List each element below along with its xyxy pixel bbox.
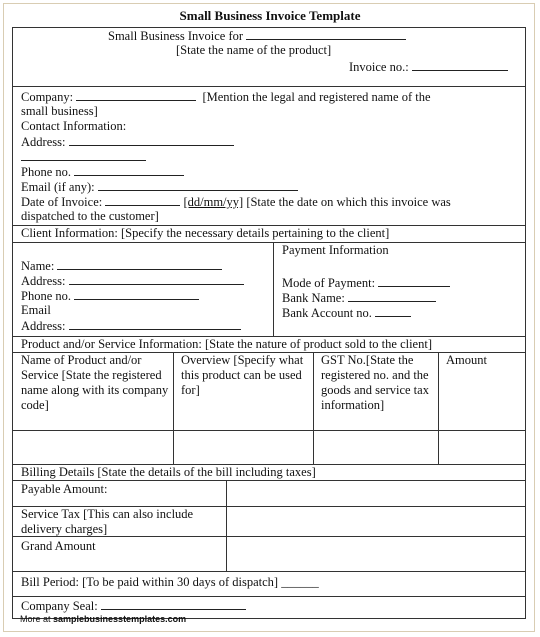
client-address2-row	[21, 318, 241, 334]
company-field[interactable]	[76, 89, 196, 101]
rule	[12, 596, 526, 597]
client-name-row	[21, 258, 222, 274]
phone-label: Phone no.	[21, 165, 71, 179]
invoice-for-label: Small Business Invoice for	[108, 29, 244, 43]
company-hint: [Mention the legal and registered name of the	[202, 90, 431, 104]
col-gst: GST No.[State the registered no. and the goods and service tax information]	[321, 353, 429, 412]
service-header: Product and/or Service Information: [State the nature of product sold to the client]	[21, 337, 432, 351]
client-phone-field[interactable]	[74, 288, 199, 300]
bill-period: Bill Period: [To be paid within 30 days of dispatch] ______	[21, 575, 319, 589]
footer	[20, 614, 186, 624]
rule	[12, 242, 526, 243]
email-label: Email (if any):	[21, 180, 95, 194]
col-amount: Amount	[446, 353, 487, 367]
client-address-field[interactable]	[69, 273, 244, 285]
rule	[313, 352, 314, 464]
contact-label: Contact Information:	[21, 119, 127, 133]
invoice-no-field[interactable]	[412, 59, 508, 71]
company-seal-label: Company Seal:	[21, 599, 98, 613]
company-hint-cont: small business]	[21, 104, 98, 118]
bank-name-field[interactable]	[348, 290, 436, 302]
date-label: Date of Invoice:	[21, 195, 103, 209]
payment-mode-row	[282, 275, 450, 291]
document-title: Small Business Invoice Template	[179, 8, 361, 23]
col-overview: Overview [Specify what this product can be used for]	[181, 353, 304, 397]
rule	[12, 430, 526, 431]
billing-header: Billing Details [State the details of the bill including taxes]	[21, 465, 316, 479]
client-address2-field[interactable]	[69, 318, 241, 330]
bank-account-label: Bank Account no.	[282, 306, 372, 320]
date-format: [dd/mm/yy]	[183, 195, 244, 209]
email-field[interactable]	[98, 179, 298, 191]
date-row	[21, 194, 451, 210]
rule	[273, 242, 274, 336]
invoice-for-field[interactable]	[246, 28, 406, 40]
client-address-row	[21, 273, 244, 289]
service-tax-label: Service Tax [This can also include delivery charges]	[21, 507, 194, 536]
date-field[interactable]	[105, 194, 180, 206]
client-header: Client Information: [Specify the necessary details pertaining to the client]	[21, 226, 390, 240]
invoice-no-row	[349, 59, 508, 75]
rule	[12, 480, 526, 481]
rule	[12, 86, 526, 87]
footer-site-link[interactable]: samplebusinesstemplates.com	[53, 614, 187, 624]
address-field-2[interactable]	[21, 149, 146, 161]
client-name-field[interactable]	[57, 258, 222, 270]
payment-mode-field[interactable]	[378, 275, 450, 287]
date-hint-cont: dispatched to the customer]	[21, 209, 159, 223]
payable-amount-label: Payable Amount:	[21, 482, 108, 496]
company-seal-row	[21, 598, 246, 614]
bank-account-field[interactable]	[375, 305, 411, 317]
invoice-for-row	[108, 28, 406, 44]
payment-header: Payment Information	[282, 243, 389, 257]
rule	[226, 480, 227, 571]
client-email-label: Email	[21, 303, 51, 317]
invoice-no-label: Invoice no.:	[349, 60, 409, 74]
address-field[interactable]	[69, 134, 234, 146]
client-address-label: Address:	[21, 274, 66, 288]
product-hint: [State the name of the product]	[176, 43, 332, 57]
address-line2	[21, 149, 146, 165]
email-row	[21, 179, 298, 195]
bank-name-label: Bank Name:	[282, 291, 345, 305]
phone-field[interactable]	[74, 164, 184, 176]
bank-name-row	[282, 290, 436, 306]
company-label: Company:	[21, 90, 74, 104]
rule	[12, 571, 526, 572]
footer-prefix: More at	[20, 614, 51, 624]
client-phone-label: Phone no.	[21, 289, 71, 303]
payment-mode-label: Mode of Payment:	[282, 276, 376, 290]
col-product-name: Name of Product and/or Service [State the registered name along with its company code]	[21, 353, 169, 412]
date-hint: [State the date on which this invoice was	[246, 195, 451, 209]
address-row	[21, 134, 234, 150]
phone-row	[21, 164, 184, 180]
company-seal-field[interactable]	[101, 598, 246, 610]
rule	[173, 352, 174, 464]
rule	[438, 352, 439, 464]
grand-amount-label: Grand Amount	[21, 539, 96, 553]
client-name-label: Name:	[21, 259, 55, 273]
bank-account-row	[282, 305, 411, 321]
address-label: Address:	[21, 135, 66, 149]
client-phone-row	[21, 288, 199, 304]
client-address2-label: Address:	[21, 319, 66, 333]
company-row	[21, 89, 431, 105]
